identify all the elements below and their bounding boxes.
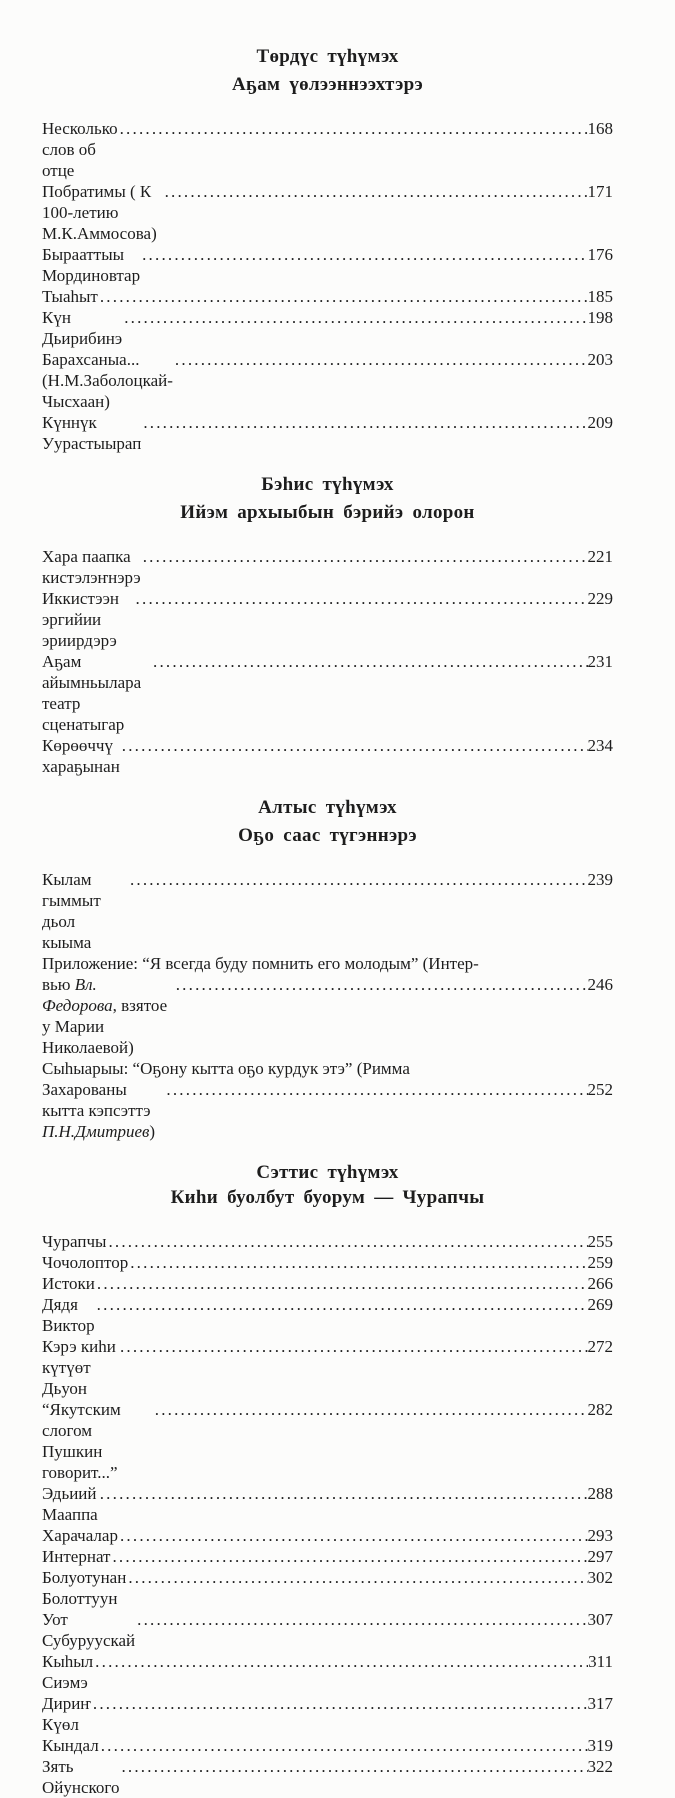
entry-page-number: 317	[587, 1694, 613, 1713]
entry-page-number: 203	[587, 350, 613, 369]
toc-entry-line	[42, 412, 613, 454]
dot-leader	[155, 1399, 588, 1420]
entry-title-segment: Кылам гыммыт дьол кыыма	[42, 870, 106, 952]
toc-entry-line	[42, 1651, 613, 1693]
dot-leader	[121, 1756, 587, 1777]
section-heading-line: Киһи буолбут буорум — Чурапчы	[170, 1187, 485, 1208]
entry-title	[42, 1058, 410, 1079]
entry-page-number: 282	[587, 1400, 613, 1419]
entry-title-segment: , взятое у Марии Николаевой)	[42, 996, 172, 1057]
toc-entry-line	[42, 307, 613, 349]
entry-page-number: 302	[587, 1568, 613, 1587]
toc-entry-line	[42, 1079, 613, 1142]
entry-title	[42, 1693, 96, 1735]
toc-section	[42, 474, 613, 777]
section-heading-line: Ийэм архыыбын бэрийэ олорон	[180, 502, 475, 523]
toc-entry-list	[42, 546, 613, 777]
section-heading-line: Аҕам үөлээннээхтэрэ	[231, 74, 424, 95]
entry-page-number: 231	[587, 652, 613, 671]
entry-page-number: 259	[587, 1253, 613, 1272]
toc-entry-line	[42, 286, 613, 307]
entry-page-number: 297	[587, 1547, 613, 1566]
dot-leader	[166, 1079, 587, 1100]
toc-entry-line	[42, 1756, 613, 1798]
entry-title	[42, 1483, 101, 1525]
section-heading-line: Төрдүс түһүмэх	[256, 46, 399, 67]
entry-title	[42, 1525, 118, 1546]
section-heading-line: Алтыс түһүмэх	[258, 797, 397, 818]
entry-title	[42, 869, 128, 953]
dot-leader	[101, 1735, 588, 1756]
entry-title-segment: Кэрэ киһи күтүөт Дьуон	[42, 1337, 121, 1398]
dot-leader	[143, 546, 588, 567]
entry-title	[42, 953, 479, 974]
section-heading	[42, 46, 613, 96]
entry-title	[42, 1231, 106, 1252]
entry-title	[42, 546, 141, 588]
entry-title	[42, 412, 141, 454]
entry-title-segment: Эдьиий Мааппа	[42, 1484, 101, 1524]
entry-title-segment: Несколько слов об отце	[42, 119, 122, 180]
entry-title	[42, 974, 174, 1058]
section-heading	[42, 474, 613, 524]
entry-title-segment: Кыһыл Сиэмэ	[42, 1652, 98, 1692]
entry-title-segment: Тыаһыт	[42, 287, 98, 306]
entry-title	[42, 244, 140, 286]
section-heading-line: Сэттис түһүмэх	[256, 1162, 399, 1183]
toc-entry-line	[42, 1483, 613, 1525]
toc-entry-line	[42, 1399, 613, 1483]
entry-title-italic-segment: Вл. Федорова	[42, 975, 113, 1015]
dot-leader	[176, 974, 588, 995]
entry-title	[42, 588, 134, 651]
entry-page-number: 185	[587, 287, 613, 306]
dot-leader	[100, 286, 588, 307]
dot-leader	[100, 1483, 588, 1504]
section-heading-line: Оҕо саас түгэннэрэ	[238, 825, 417, 846]
table-of-contents	[42, 46, 613, 1798]
entry-page-number: 176	[587, 245, 613, 264]
entry-title	[42, 1546, 110, 1567]
dot-leader	[175, 349, 588, 370]
entry-title-segment: Көрөөччү хараҕынан	[42, 736, 120, 776]
entry-page-number: 266	[587, 1274, 613, 1293]
dot-leader	[95, 1651, 588, 1672]
entry-title-segment: Кындал	[42, 1736, 99, 1755]
entry-page-number: 311	[588, 1652, 613, 1671]
dot-leader	[120, 118, 588, 139]
section-heading	[42, 797, 613, 847]
entry-title-segment: Чочолоптор	[42, 1253, 129, 1272]
toc-entry-line	[42, 588, 613, 651]
dot-leader	[108, 1231, 587, 1252]
entry-title	[42, 1294, 95, 1336]
dot-leader	[112, 1546, 587, 1567]
toc-entry-line	[42, 1546, 613, 1567]
dot-leader	[136, 588, 588, 609]
entry-page-number: 322	[587, 1757, 613, 1776]
entry-title	[42, 1079, 164, 1142]
dot-leader	[137, 1609, 587, 1630]
entry-page-number: 234	[587, 736, 613, 755]
dot-leader	[130, 1252, 587, 1273]
toc-entry-line	[42, 1336, 613, 1399]
entry-title-segment: Иккистээн эргийии эриирдэрэ	[42, 589, 124, 650]
entry-title-segment: вью	[42, 975, 75, 994]
entry-title-segment: Захарованы кытта кэпсэттэ	[42, 1080, 155, 1120]
dot-leader	[143, 412, 587, 433]
dot-leader	[120, 1336, 588, 1357]
entry-title-segment: “Якутским слогом Пушкин говорит...”	[42, 1400, 125, 1482]
entry-title	[42, 349, 173, 412]
toc-entry-line	[42, 651, 613, 735]
entry-title	[42, 651, 151, 735]
dot-leader	[130, 869, 588, 890]
toc-entry-line	[42, 118, 613, 181]
entry-page-number: 319	[587, 1736, 613, 1755]
entry-page-number: 255	[587, 1232, 613, 1251]
entry-page-number: 272	[587, 1337, 613, 1356]
entry-page-number: 307	[587, 1610, 613, 1629]
entry-page-number: 293	[587, 1526, 613, 1545]
entry-page-number: 239	[587, 870, 613, 889]
entry-title-segment: Зять Ойунского	[42, 1757, 120, 1797]
entry-title	[42, 286, 98, 307]
entry-page-number: 252	[587, 1080, 613, 1099]
entry-page-number: 221	[587, 547, 613, 566]
entry-page-number: 171	[587, 182, 613, 201]
entry-page-number: 246	[587, 975, 613, 994]
entry-title	[42, 1336, 121, 1399]
entry-title-italic-segment: П.Н.Дмитриев	[42, 1122, 150, 1141]
entry-title-segment: Дядя Виктор	[42, 1295, 95, 1335]
entry-title-segment: Интернат	[42, 1547, 111, 1566]
entry-title	[42, 735, 120, 777]
dot-leader	[97, 1294, 588, 1315]
entry-title-segment: Уот Субуруускай	[42, 1610, 136, 1650]
toc-entry-line	[42, 1567, 613, 1609]
toc-entry-line	[42, 1735, 613, 1756]
toc-entry-line	[42, 181, 613, 244]
entry-title	[42, 118, 122, 181]
toc-entry-line	[42, 1252, 613, 1273]
entry-title	[42, 1567, 131, 1609]
entry-page-number: 198	[587, 308, 613, 327]
entry-title	[42, 1756, 119, 1798]
toc-entry-line	[42, 244, 613, 286]
entry-page-number: 269	[587, 1295, 613, 1314]
toc-entry-line	[42, 953, 613, 974]
entry-page-number: 168	[587, 119, 613, 138]
dot-leader	[122, 735, 588, 756]
entry-title-segment: )	[149, 1122, 156, 1141]
entry-title-segment: Күн Дьирибинэ	[42, 308, 123, 348]
toc-entry-line	[42, 1525, 613, 1546]
toc-section	[42, 1162, 613, 1798]
entry-page-number: 288	[587, 1484, 613, 1503]
entry-title-segment: Хара паапка кистэлэҥнэрэ	[42, 547, 141, 587]
entry-title-segment: Болуотунан Болоттуун	[42, 1568, 131, 1608]
entry-title-segment: Сыһыарыы: “Оҕону кытта оҕо курдук этэ” (Римма	[42, 1059, 410, 1078]
toc-section	[42, 46, 613, 454]
toc-entry-line	[42, 735, 613, 777]
entry-title-segment: Харачалар	[42, 1526, 118, 1545]
entry-title	[42, 1252, 128, 1273]
entry-title	[42, 1651, 98, 1693]
entry-title	[42, 1735, 99, 1756]
section-heading	[42, 1162, 613, 1209]
dot-leader	[124, 307, 587, 328]
entry-title	[42, 1399, 153, 1483]
dot-leader	[97, 1273, 588, 1294]
entry-title-segment: Истоки	[42, 1274, 95, 1293]
toc-entry-line	[42, 1273, 613, 1294]
toc-entry-line	[42, 1609, 613, 1651]
toc-entry-list	[42, 869, 613, 1142]
section-heading-line: Бэһис түһүмэх	[261, 474, 394, 495]
toc-entry-line	[42, 1294, 613, 1336]
dot-leader	[93, 1693, 588, 1714]
entry-title-segment: Күннүк Уурастыырап	[42, 413, 142, 453]
entry-title-segment: Приложение: “Я всегда буду помнить его молодым” (Интер-	[42, 954, 479, 973]
entry-title-segment: Барахсаныа... (Н.М.Заболоцкай-Чысхаан)	[42, 350, 173, 411]
toc-entry-line	[42, 1058, 613, 1079]
entry-title-segment: Чурапчы	[42, 1232, 107, 1251]
dot-leader	[128, 1567, 587, 1588]
dot-leader	[142, 244, 587, 265]
entry-page-number: 229	[587, 589, 613, 608]
entry-title-segment: Дириҥ Күөл	[42, 1694, 96, 1734]
entry-title	[42, 181, 163, 244]
toc-entry-line	[42, 349, 613, 412]
entry-title-segment: Побратимы ( К 100-летию М.К.Аммосова)	[42, 182, 157, 243]
dot-leader	[120, 1525, 588, 1546]
toc-entry-line	[42, 1693, 613, 1735]
dot-leader	[165, 181, 588, 202]
toc-entry-line	[42, 974, 613, 1058]
entry-title	[42, 1609, 135, 1651]
entry-title-segment: Аҕам айымньылара театр сценатыгар	[42, 652, 146, 734]
toc-entry-line	[42, 546, 613, 588]
toc-entry-line	[42, 869, 613, 953]
entry-title	[42, 307, 122, 349]
toc-entry-list	[42, 118, 613, 454]
entry-page-number: 209	[587, 413, 613, 432]
entry-title	[42, 1273, 95, 1294]
entry-title-segment: Бырааттыы Мординовтар	[42, 245, 141, 285]
toc-entry-line	[42, 1231, 613, 1252]
toc-entry-list	[42, 1231, 613, 1798]
toc-section	[42, 797, 613, 1142]
dot-leader	[153, 651, 587, 672]
